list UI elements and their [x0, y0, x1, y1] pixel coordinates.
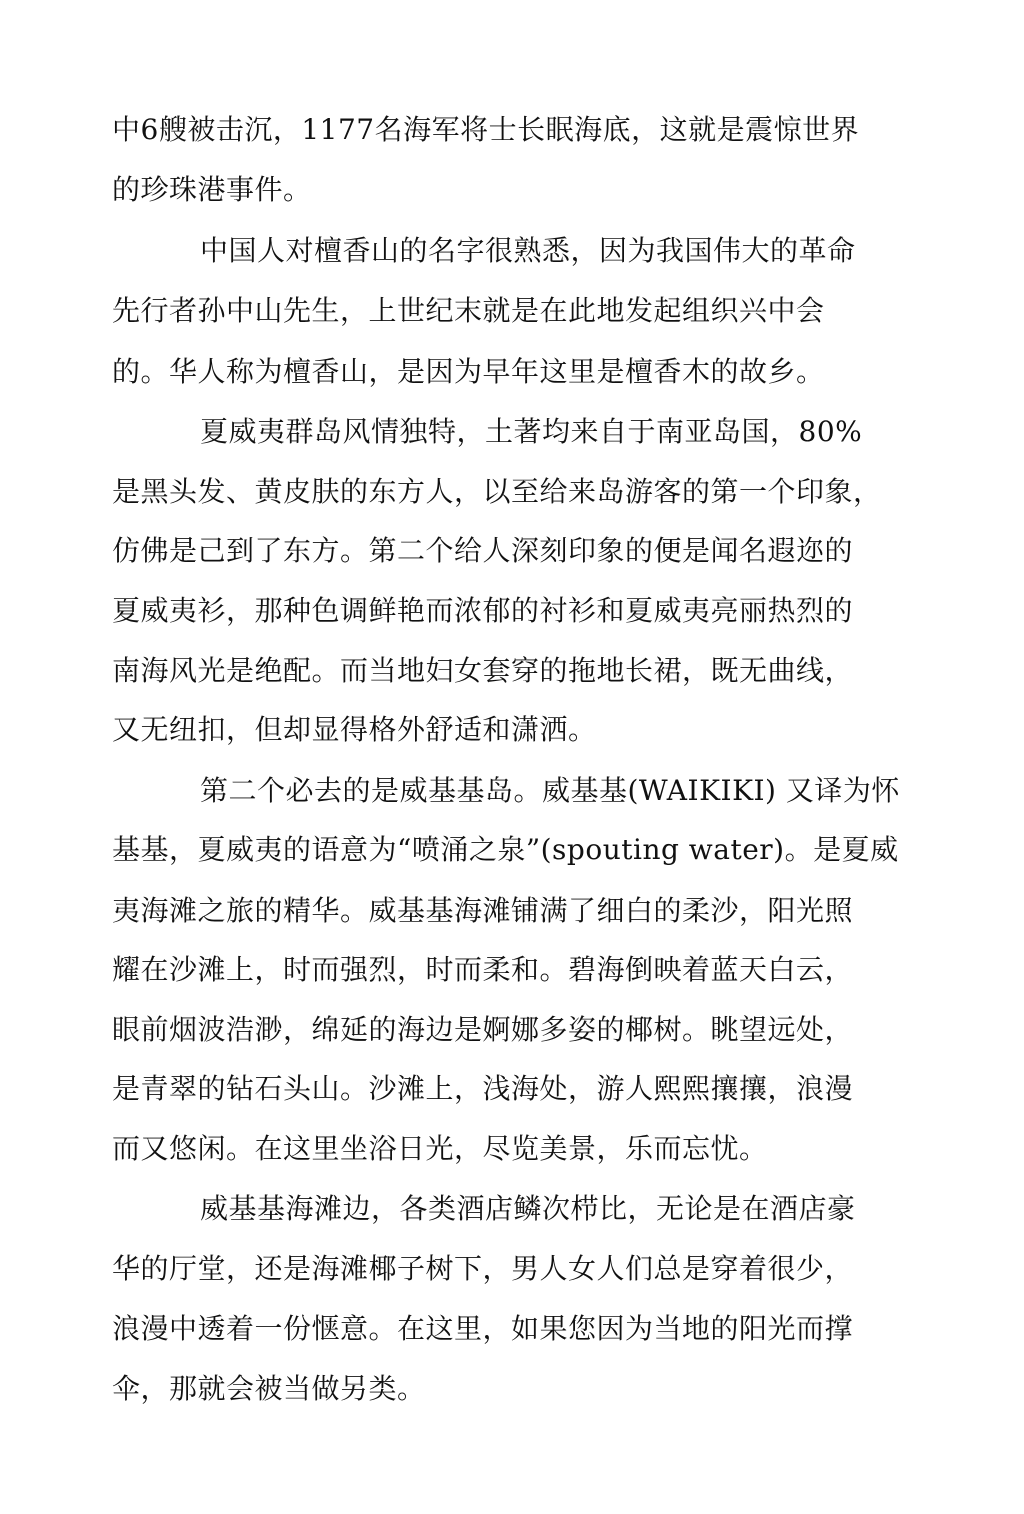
text-line: 先行者孙中山先生，上世纪末就是在此地发起组织兴中会: [112, 294, 825, 327]
text-line: 耀在沙滩上，时而强烈，时而柔和。碧海倒映着蓝天白云，: [112, 953, 854, 986]
text-line: 的珍珠港事件。: [112, 173, 312, 206]
text-line: 南海风光是绝配。而当地妇女套穿的拖地长裙，既无曲线，: [112, 654, 854, 687]
paragraph-start: 中国人对檀香山的名字很熟悉，因为我国伟大的革命: [200, 234, 856, 267]
text-line: 浪漫中透着一份惬意。在这里，如果您因为当地的阳光而撑: [112, 1312, 854, 1345]
text-line: 夏威夷衫，那种色调鲜艳而浓郁的衬衫和夏威夷亮丽热烈的: [112, 594, 854, 627]
text-line: 眼前烟波浩渺，绵延的海边是婀娜多姿的椰树。眺望远处，: [112, 1013, 854, 1046]
text-line: 华的厅堂，还是海滩椰子树下，男人女人们总是穿着很少，: [112, 1252, 854, 1285]
text-line: 而又悠闲。在这里坐浴日光，尽览美景，乐而忘忧。: [112, 1132, 768, 1165]
paragraph-start: 夏威夷群岛风情独特，土著均来自于南亚岛国，80%: [200, 415, 863, 448]
text-line: 是黑头发、黄皮肤的东方人，以至给来岛游客的第一个印象，: [112, 475, 882, 508]
text-line: 基基，夏威夷的语意为“喷涌之泉”(spouting water)。是夏威: [112, 833, 899, 866]
text-line: 夷海滩之旅的精华。威基基海滩铺满了细白的柔沙，阳光照: [112, 894, 854, 927]
text-line: 是青翠的钻石头山。沙滩上，浅海处，游人熙熙攘攘，浪漫: [112, 1072, 854, 1105]
paragraph-start: 第二个必去的是威基基岛。威基基(WAIKIKI) 又译为怀: [200, 774, 900, 807]
text-line: 仿佛是己到了东方。第二个给人深刻印象的便是闻名遐迩的: [112, 534, 854, 567]
text-line: 中6艘被击沉，1177名海军将士长眠海底，这就是震惊世界: [112, 113, 860, 146]
text-line: 伞，那就会被当做另类。: [112, 1372, 426, 1405]
text-line: 又无纽扣，但却显得格外舒适和潇洒。: [112, 713, 597, 746]
text-line: 的。华人称为檀香山，是因为早年这里是檀香木的故乡。: [112, 355, 825, 388]
paragraph-start: 威基基海滩边，各类酒店鳞次栉比，无论是在酒店豪: [200, 1192, 856, 1225]
